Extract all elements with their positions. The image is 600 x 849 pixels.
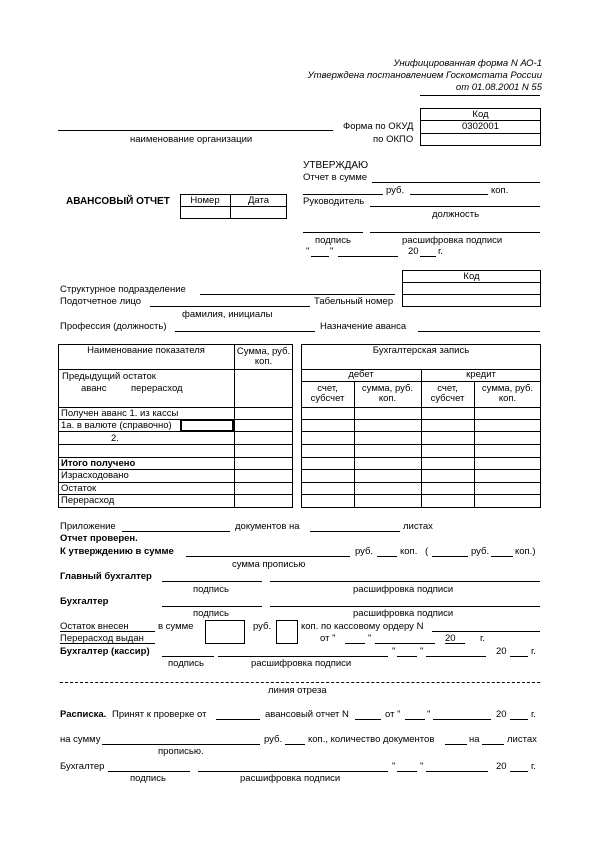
order-year-suffix: г. [480, 633, 485, 644]
person-code-header: Код [463, 271, 480, 282]
overspend-label: перерасход [131, 383, 183, 394]
receipt-text: Принят к проверке от [112, 709, 207, 720]
for-sum-kop-line[interactable] [285, 744, 305, 745]
cut-line [60, 682, 540, 683]
receipt-year-suffix: г. [531, 709, 536, 720]
okud-label: Форма по ОКУД [343, 121, 414, 132]
receipt-ot: от " [385, 709, 401, 720]
sum-words-caption: сумма прописью [232, 559, 306, 570]
chief-signature-caption: подпись [193, 584, 229, 595]
credit-account-header: счет, субсчет [430, 383, 465, 404]
chief-accountant-label: Главный бухгалтер [60, 571, 152, 582]
documents-on-label: документов на [235, 521, 300, 532]
order-day-line[interactable] [345, 643, 365, 644]
report-sum-label: Отчет в сумме [303, 172, 368, 183]
profession-label: Профессия (должность) [60, 321, 167, 332]
approve-kop2-label: коп.) [515, 546, 536, 557]
receipt-year-prefix: 20 [496, 709, 507, 720]
over-issued-label: Перерасход выдан [60, 633, 144, 644]
cashier-decode-caption: расшифровка подписи [251, 658, 352, 669]
order-year-line[interactable] [445, 643, 465, 644]
receipt-accountant-label: Бухгалтер [60, 761, 105, 772]
kop-line[interactable] [410, 194, 488, 195]
accountable-line[interactable] [150, 306, 310, 307]
accountant-signature-line[interactable] [162, 606, 262, 607]
paren-open: ( [425, 546, 429, 557]
order-date-quote: " [368, 633, 372, 644]
division-label: Структурное подразделение [60, 284, 186, 295]
cashier-date-quote2: " [420, 646, 424, 657]
advance-label: аванс [81, 383, 107, 394]
approve-kop-line[interactable] [377, 556, 397, 557]
cashier-year-line[interactable] [510, 656, 528, 657]
balance-row: Остаток [61, 483, 97, 494]
credit-sum-header: сумма, руб. коп. [481, 383, 534, 404]
spent-row: Израсходовано [61, 470, 129, 481]
col-sum-header: Сумма, руб. коп. [236, 345, 291, 367]
for-sum-rub: руб. [264, 734, 283, 745]
sheets-count-line[interactable] [310, 531, 400, 532]
receipt-signature-caption: подпись [130, 773, 166, 784]
head-signature-line[interactable] [303, 232, 363, 233]
report-title: АВАНСОВЫЙ ОТЧЕТ [66, 196, 170, 207]
cashier-signature-caption: подпись [168, 658, 204, 669]
docs-count-line[interactable] [445, 744, 467, 745]
date-label: Дата [247, 195, 270, 206]
balance-rub-label: руб. [253, 621, 272, 632]
order-month-line[interactable] [375, 643, 435, 644]
receipt2-year-suffix: г. [531, 761, 536, 772]
position-caption: должность [432, 209, 480, 220]
received-row: Получен аванс 1. из кассы [61, 408, 179, 419]
profession-line[interactable] [175, 331, 315, 332]
overspend-row: Перерасход [61, 495, 115, 506]
chief-decode-caption: расшифровка подписи [353, 584, 454, 595]
date-quote-close: " [330, 246, 334, 257]
receipt-date-line[interactable] [216, 719, 260, 720]
chief-signature-line[interactable] [162, 581, 262, 582]
cut-line-caption: линия отреза [268, 685, 327, 696]
rub-line[interactable] [303, 194, 383, 195]
approve-title: УТВЕРЖДАЮ [303, 160, 369, 171]
accountant-signature-caption: подпись [193, 608, 229, 619]
org-caption: наименование организации [130, 134, 253, 145]
accountable-label: Подотчетное лицо [60, 296, 142, 307]
approve-rub2-label: руб. [471, 546, 490, 557]
receipt-decode-line[interactable] [198, 771, 388, 772]
receipt-month-line[interactable] [433, 719, 491, 720]
year-line[interactable] [420, 256, 436, 257]
credit-header: кредит [466, 369, 496, 380]
in-words-caption: прописью. [158, 746, 204, 757]
tab-number-label: Табельный номер [314, 296, 394, 307]
day-line[interactable] [311, 256, 329, 257]
balance-in-underline [60, 631, 155, 632]
approve-rub2-line[interactable] [432, 556, 468, 557]
receipt2-year-line[interactable] [510, 771, 528, 772]
number-label: Номер [190, 195, 220, 206]
cash-order-line[interactable] [432, 631, 540, 632]
over-issued-underline [60, 643, 155, 644]
division-line[interactable] [200, 294, 395, 295]
balance-kop-box[interactable] [276, 620, 298, 644]
receipt-report-no: авансовый отчет N [265, 709, 349, 720]
cashier-year-suffix: г. [531, 646, 536, 657]
approval-note: Утверждена постановлением Госкомстата России [307, 70, 542, 81]
receipt2-quote1: " [392, 761, 396, 772]
docs-on-label: на [469, 734, 480, 745]
purpose-label: Назначение аванса [320, 321, 407, 332]
receipt-year-line[interactable] [510, 719, 528, 720]
head-decode-line[interactable] [370, 232, 540, 233]
year-prefix: 20 [408, 246, 419, 257]
signature-caption: подпись [315, 235, 351, 246]
approve-rub-label: руб. [355, 546, 374, 557]
docs-sheets-label: листах [507, 734, 537, 745]
debit-sum-header: сумма, руб. коп. [361, 383, 414, 404]
approval-date: от 01.08.2001 N 55 [455, 82, 542, 93]
checked-label: Отчет проверен. [60, 533, 138, 544]
kop-label: коп. [491, 185, 509, 196]
receipt2-day-line[interactable] [397, 771, 417, 772]
rub-label: руб. [386, 185, 405, 196]
org-name-line[interactable] [58, 130, 333, 131]
currency-highlight-cell[interactable] [180, 419, 234, 432]
debit-account-header: счет, субсчет [310, 383, 345, 404]
prev-balance-label: Предыдущий остаток [62, 371, 156, 382]
okpo-label: по ОКПО [373, 134, 414, 145]
order-year-prefix: 20 [445, 633, 456, 644]
balance-in-label: Остаток внесен [60, 621, 129, 632]
receipt-number-line[interactable] [355, 719, 381, 720]
code-header: Код [472, 109, 489, 120]
head-label: Руководитель [303, 196, 365, 207]
head-line[interactable] [370, 206, 540, 207]
cashier-month-line[interactable] [426, 656, 486, 657]
docs-sheets-line[interactable] [482, 744, 504, 745]
purpose-line[interactable] [418, 331, 540, 332]
accountant-decode-caption: расшифровка подписи [353, 608, 454, 619]
row-two: 2. [111, 433, 119, 444]
for-sum-line[interactable] [102, 744, 260, 745]
total-received-row: Итого получено [61, 458, 136, 469]
date-quote-open: " [306, 246, 310, 257]
approve-kop-label: коп. [400, 546, 418, 557]
kop-docs-label: коп., количество документов [308, 734, 435, 745]
fio-caption: фамилия, инициалы [182, 309, 273, 320]
receipt-title: Расписка. [60, 709, 107, 720]
accounting-title: Бухгалтерская запись [372, 345, 470, 356]
cashier-label: Бухгалтер (кассир) [60, 646, 150, 657]
receipt-quote: " [427, 709, 431, 720]
decode-caption: расшифровка подписи [402, 235, 503, 246]
header-rule [420, 95, 540, 96]
okud-code: 0302001 [462, 121, 499, 132]
form-title: Унифицированная форма N АО-1 [393, 58, 542, 69]
cashier-decode-line[interactable] [218, 656, 388, 657]
in-sum-label: в сумме [158, 621, 194, 632]
approve-kop2-line[interactable] [491, 556, 513, 557]
cashier-day-line[interactable] [397, 656, 417, 657]
cashier-year-prefix: 20 [496, 646, 507, 657]
debit-header: дебет [348, 369, 374, 380]
year-suffix: г. [438, 246, 443, 257]
cashier-signature-line[interactable] [162, 656, 214, 657]
to-approve-label: К утверждению в сумме [60, 546, 174, 557]
col-name-header: Наименование показателя [87, 345, 205, 356]
sheets-label: листах [403, 521, 433, 532]
accountant-label: Бухгалтер [60, 596, 109, 607]
receipt2-month-line[interactable] [426, 771, 488, 772]
report-sum-line[interactable] [372, 182, 540, 183]
month-line[interactable] [338, 256, 398, 257]
receipt-signature-line[interactable] [108, 771, 190, 772]
order-date-from: от " [320, 633, 336, 644]
balance-sum-box[interactable] [205, 620, 245, 644]
for-sum-label: на сумму [60, 734, 101, 745]
currency-row: 1а. в валюте (справочно) [61, 420, 172, 431]
receipt-day-line[interactable] [405, 719, 425, 720]
receipt2-quote2: " [420, 761, 424, 772]
receipt-decode-caption: расшифровка подписи [240, 773, 341, 784]
approve-sum-line[interactable] [186, 556, 350, 557]
chief-decode-line[interactable] [270, 581, 540, 582]
cashier-date-quote1: " [392, 646, 396, 657]
attachment-label: Приложение [60, 521, 116, 532]
accountant-decode-line[interactable] [270, 606, 540, 607]
cash-order-label: коп. по кассовому ордеру N [301, 621, 424, 632]
attachment-count-line[interactable] [122, 531, 230, 532]
receipt2-year-prefix: 20 [496, 761, 507, 772]
